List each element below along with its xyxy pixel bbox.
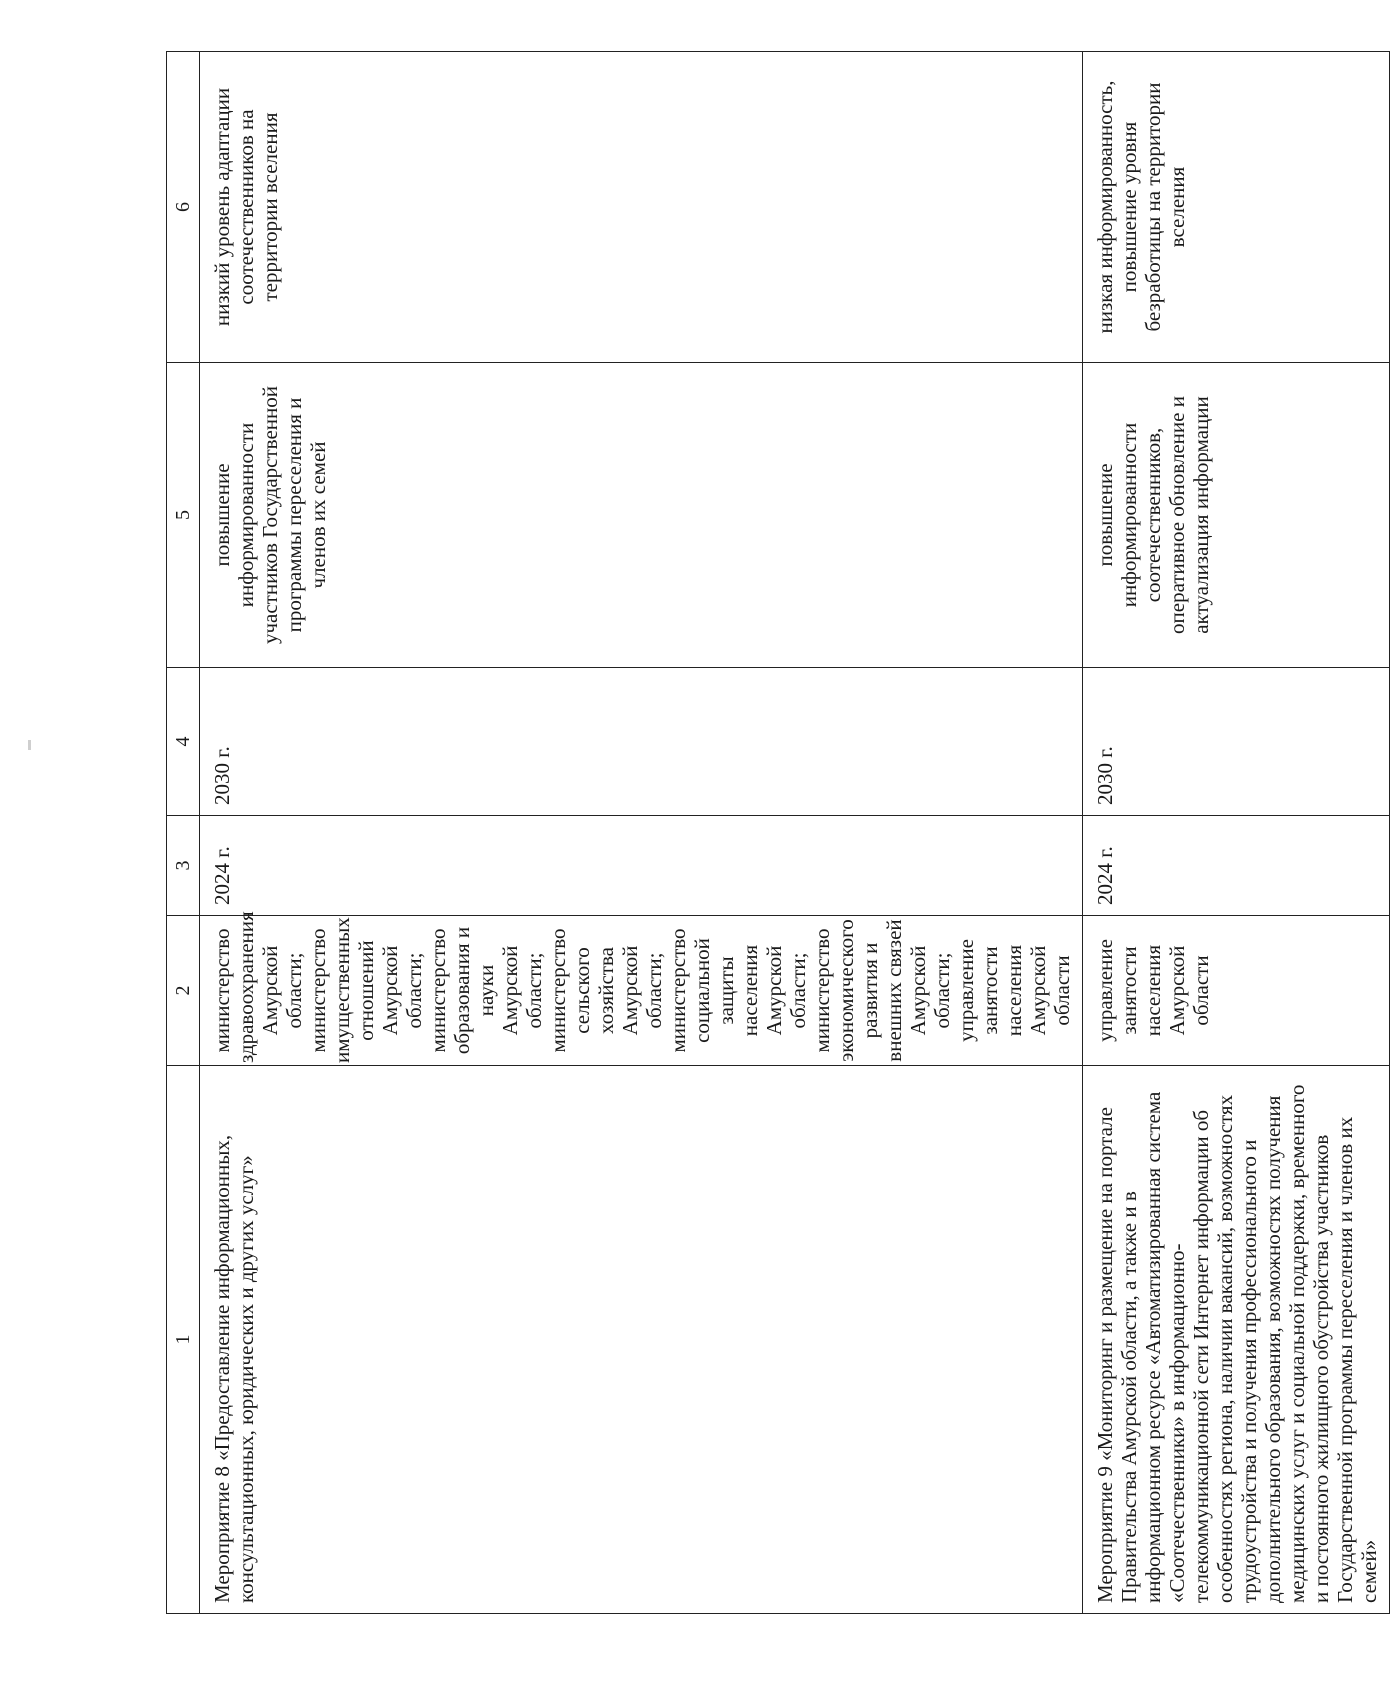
start-year-cell: 2024 г. xyxy=(200,816,1083,916)
table-header-row xyxy=(167,52,200,1614)
responsible-cell: министерство здравоохранения Амурской области; министерство имущественных отношений Амурской области; министерство образования и науки Амурской области; министерство сельского хозяйства Амурской области; министерство социальной защиты населения Амурской области; министерство экономического развития и внешних связей Амурской области; управление занятости населения Амурской области xyxy=(200,916,1083,1066)
expected-result-cell: повышение информированности соотечественников, оперативное обновление и актуализация информации xyxy=(1083,363,1390,668)
measures-table xyxy=(166,51,1390,1614)
column-number-3: 3 xyxy=(167,816,200,916)
table-row xyxy=(1083,52,1390,1614)
scan-speck xyxy=(28,740,31,750)
rotated-page-content xyxy=(166,52,1381,1614)
column-number-5: 5 xyxy=(167,363,200,668)
responsible-cell: управление занятости населения Амурской области xyxy=(1083,916,1390,1066)
risk-cell: низкий уровень адаптации соотечественников на территории вселения xyxy=(200,52,1083,363)
event-cell: Мероприятие 9 «Мониторинг и размещение на портале Правительства Амурской области, а также и в информационном ресурсе «Автоматизированная система «Соотечественники» в информационно-телекоммуникационной сети Интернет информации об особенностях региона, наличии вакансий, возможностях трудоустройства и получения профессионального и дополнительного образования, возможностях получения медицинских услуг и социальной поддержки, временного и постоянного жилищного обустройства участников Государственной программы переселения и членов их семей» xyxy=(1083,1066,1390,1614)
start-year-cell: 2024 г. xyxy=(1083,816,1390,916)
risk-cell: низкая информированность, повышение уровня безработицы на территории вселения xyxy=(1083,52,1390,363)
end-year-cell: 2030 г. xyxy=(1083,668,1390,816)
column-number-6: 6 xyxy=(167,52,200,363)
column-number-1: 1 xyxy=(167,1066,200,1614)
event-cell: Мероприятие 8 «Предоставление информационных, консультационных, юридических и других услуг» xyxy=(200,1066,1083,1614)
table-row xyxy=(200,52,1083,1614)
column-number-4: 4 xyxy=(167,668,200,816)
expected-result-cell: повышение информированности участников Государственной программы переселения и членов их семей xyxy=(200,363,1083,668)
end-year-cell: 2030 г. xyxy=(200,668,1083,816)
column-number-2: 2 xyxy=(167,916,200,1066)
